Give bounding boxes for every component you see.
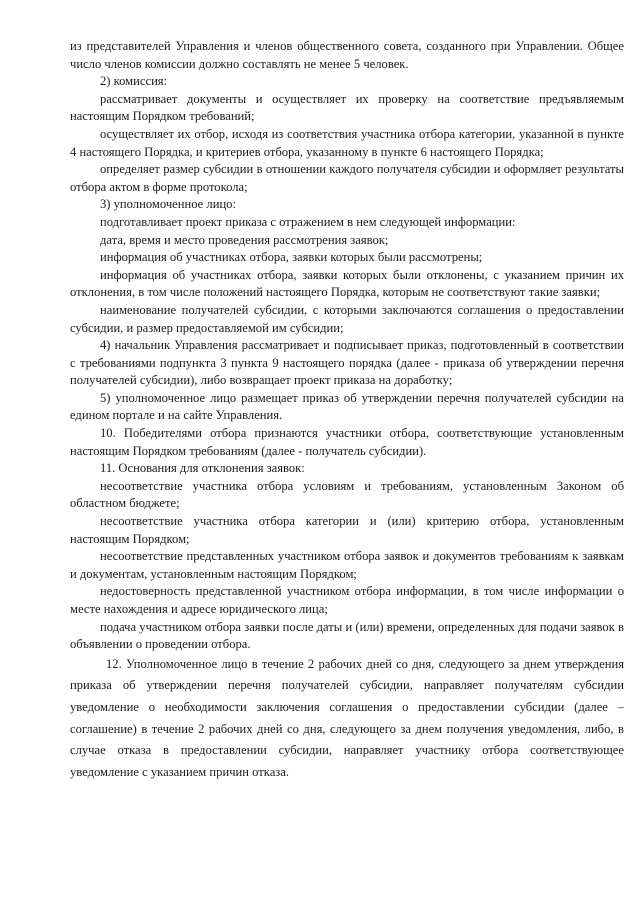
paragraph-commission-selection: осуществляет их отбор, исходя из соответствия участника отбора категории, указанной в пункте 4 настоящего Порядка, и критериев отбора, указанному в пункте 6 настоящего Порядка; <box>70 126 624 159</box>
paragraph-commission-review: рассматривает документы и осуществляет их проверку на соответствие предъявляемым настоящим Порядком требований; <box>70 91 624 124</box>
paragraph-ground-category-mismatch: несоответствие участника отбора категории и (или) критерию отбора, установленным настоящим Порядком; <box>70 514 624 546</box>
paragraph-ground-documents-mismatch: несоответствие представленных участником отбора заявок и документов требованиям к заявкам и документам, установленным настоящим Порядком; <box>70 549 624 581</box>
paragraph-rejected-participants: информация об участниках отбора, заявки которых были отклонены, с указанием причин их отклонения, в том числе положений настоящего Порядка, которым не соответствуют такие заявки; <box>70 267 624 300</box>
paragraph-ground-false-information: недостоверность представленной участником отбора информации, в том числе информации о месте нахождения и адресе юридического лица; <box>70 584 624 616</box>
paragraph-ground-law-mismatch: несоответствие участника отбора условиям и требованиям, установленным Законом об областном бюджете; <box>70 478 624 511</box>
paragraph-notification-12: 12. Уполномоченное лицо в течение 2 рабочих дней со дня, следующего за днем утверждения приказа об утверждении перечня получателей субсидии, направляет получателям субсидии уведомление о необходимости заключения соглашения о предоставлении субсидии (далее – соглашение) в течение 2 рабочих дней со дня, следующего за днем получения уведомления, либо, в случае отказа в предоставлении субсидии, направляет участнику отбора соответствующее уведомление с указанием причин отказа. <box>70 656 624 779</box>
paragraph-order-publication: 5) уполномоченное лицо размещает приказ об утверждении перечня получателей субсидии на едином портале и на сайте Управления. <box>70 390 624 423</box>
paragraph-reviewed-participants: информация об участниках отбора, заявки которых были рассмотрены; <box>100 250 483 265</box>
paragraph-commission-amount: определяет размер субсидии в отношении каждого получателя субсидии и оформляет результаты отбора актом в форме протокола; <box>70 162 624 194</box>
paragraph-commission-composition: из представителей Управления и членов общественного совета, созданного при Управлении. Общее число членов комиссии должно составлять не менее 5 человек. <box>70 39 624 71</box>
paragraph-commission-heading: 2) комиссия: <box>100 74 168 89</box>
paragraph-review-datetime: дата, время и место проведения рассмотрения заявок; <box>100 232 389 247</box>
paragraph-recipients-names: наименование получателей субсидии, с которыми заключаются соглашения о предоставлении субсидии, и размер предоставляемой им субсидии; <box>70 302 624 335</box>
paragraph-head-signs-order: 4) начальник Управления рассматривает и подписывает приказ, подготовленный в соответствии с требованиями подпункта 3 пункта 9 настоящего порядка (далее - приказа об утверждении перечня получателей субсидии), либо возвращает проект приказа на доработку; <box>70 338 624 388</box>
paragraph-rejection-grounds-11: 11. Основания для отклонения заявок: <box>100 461 305 476</box>
paragraph-winners-10: 10. Победителями отбора признаются участники отбора, соответствующие установленным настоящим Порядком требованиям (далее - получатель субсидии). <box>70 426 624 458</box>
paragraph-order-draft: подготавливает проект приказа с отражением в нем следующей информации: <box>100 214 516 229</box>
paragraph-ground-late-submission: подача участником отбора заявки после даты и (или) времени, определенных для подачи заявок в объявлении о проведении отбора. <box>70 619 624 652</box>
paragraph-authorized-person-heading: 3) уполномоченное лицо: <box>100 197 236 212</box>
